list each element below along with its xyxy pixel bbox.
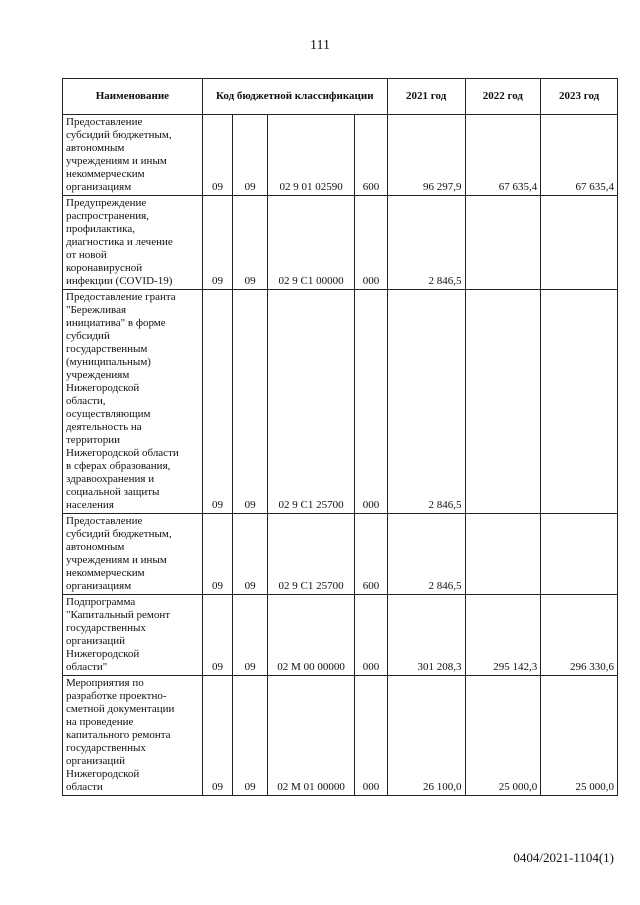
row-value-2022: 295 142,3 (465, 595, 541, 676)
row-value-2021: 2 846,5 (387, 514, 465, 595)
budget-table (62, 78, 618, 796)
row-value-2021: 2 846,5 (387, 196, 465, 290)
row-value-2023 (541, 290, 618, 514)
table-row (63, 595, 618, 676)
row-value-2023: 296 330,6 (541, 595, 618, 676)
row-name: Мероприятия по разработке проектно- сметной документации на проведение капитального ремонта государственных организаций Нижегородской области (63, 676, 203, 796)
row-value-2023 (541, 514, 618, 595)
header-2021: 2021 год (387, 79, 465, 115)
row-code-subsection: 09 (233, 196, 268, 290)
row-code-subsection: 09 (233, 676, 268, 796)
header-2022: 2022 год (465, 79, 541, 115)
row-code-target: 02 9 01 02590 (267, 115, 354, 196)
row-code-target: 02 9 C1 00000 (267, 196, 354, 290)
row-code-section: 09 (202, 514, 232, 595)
row-code-subsection: 09 (233, 595, 268, 676)
row-code-section: 09 (202, 290, 232, 514)
row-value-2022 (465, 290, 541, 514)
row-name: Предоставление субсидий бюджетным, автономным учреждениям и иным некоммерческим организациям (63, 514, 203, 595)
table-row (63, 676, 618, 796)
table-row (63, 514, 618, 595)
row-code-expense-type: 600 (355, 514, 388, 595)
row-code-expense-type: 000 (355, 676, 388, 796)
table-row (63, 196, 618, 290)
page-number: 111 (310, 38, 330, 53)
table-row (63, 115, 618, 196)
row-code-expense-type: 000 (355, 595, 388, 676)
row-code-target: 02 М 01 00000 (267, 676, 354, 796)
row-code-section: 09 (202, 595, 232, 676)
header-name: Наименование (63, 79, 203, 115)
row-code-section: 09 (202, 676, 232, 796)
row-code-section: 09 (202, 115, 232, 196)
row-value-2022: 25 000,0 (465, 676, 541, 796)
row-code-target: 02 М 00 00000 (267, 595, 354, 676)
row-value-2023 (541, 196, 618, 290)
row-name: Предоставление субсидий бюджетным, автономным учреждениям и иным некоммерческим организациям (63, 115, 203, 196)
document-code: 0404/2021-1104(1) (513, 850, 614, 865)
header-code: Код бюджетной классификации (202, 79, 387, 115)
row-value-2021: 96 297,9 (387, 115, 465, 196)
row-code-subsection: 09 (233, 514, 268, 595)
row-value-2022 (465, 514, 541, 595)
row-code-expense-type: 600 (355, 115, 388, 196)
row-value-2021: 301 208,3 (387, 595, 465, 676)
table-row (63, 290, 618, 514)
row-value-2023: 25 000,0 (541, 676, 618, 796)
table-header-row (63, 79, 618, 115)
row-value-2022 (465, 196, 541, 290)
row-code-expense-type: 000 (355, 290, 388, 514)
row-value-2022: 67 635,4 (465, 115, 541, 196)
row-value-2023: 67 635,4 (541, 115, 618, 196)
row-code-section: 09 (202, 196, 232, 290)
row-name: Предупреждение распространения, профилактика, диагностика и лечение от новой коронавирусной инфекции (COVID-19) (63, 196, 203, 290)
row-name: Предоставление гранта "Бережливая инициатива" в форме субсидий государственным (муниципальным) учреждениям Нижегородской области, осуществляющим деятельность на территории Нижегородской области в сферах образования, здравоохранения и социальной защиты населения (63, 290, 203, 514)
row-code-subsection: 09 (233, 115, 268, 196)
row-code-target: 02 9 C1 25700 (267, 514, 354, 595)
row-code-subsection: 09 (233, 290, 268, 514)
row-value-2021: 2 846,5 (387, 290, 465, 514)
row-value-2021: 26 100,0 (387, 676, 465, 796)
row-name: Подпрограмма "Капитальный ремонт государственных организаций Нижегородской области" (63, 595, 203, 676)
row-code-expense-type: 000 (355, 196, 388, 290)
row-code-target: 02 9 C1 25700 (267, 290, 354, 514)
header-2023: 2023 год (541, 79, 618, 115)
